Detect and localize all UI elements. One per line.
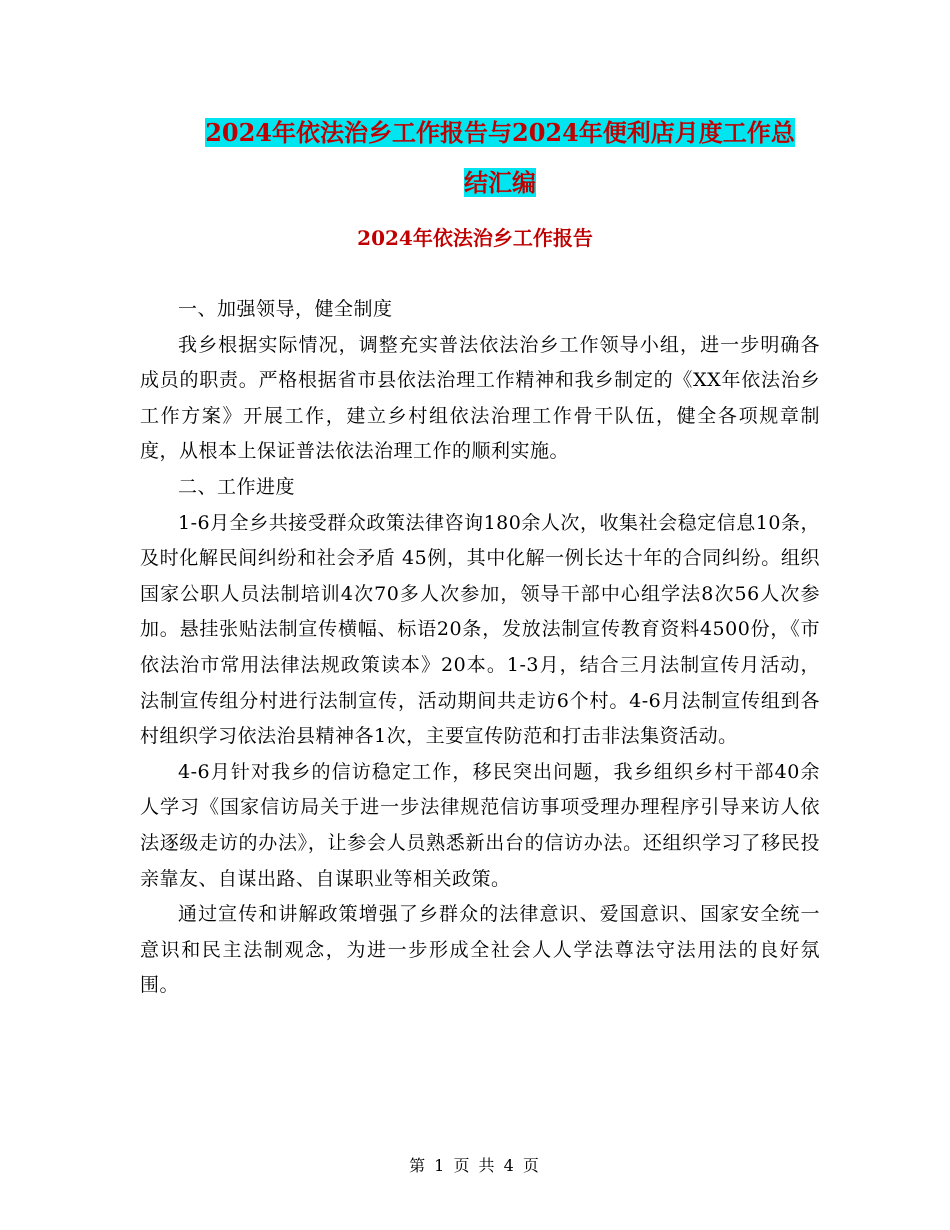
page-footer: 第 1 页 共 4 页 [409,1156,541,1175]
paragraph: 1-6月全乡共接受群众政策法律咨询180余人次，收集社会稳定信息10条，及时化解民间纠纷和社会矛盾 45例，其中化解一例长达十年的合同纠纷。组织国家公职人员法制培训4次70多人次参加，领导干部中心组学法8次56人次参加。悬挂张贴法制宣传横幅、标语20条，发放法制宣传教育资料4500份，《市依法治市常用法律法规政策读本》20本。1-3月，结合三月法制宣传月活动，法制宣传组分村进行法制宣传，活动期间共走访6个村。4-6月法制宣传组到各村组织学习依法治县精神各1次，主要宣传防范和打击非法集资活动。 [140,511,820,748]
paragraph: 通过宣传和讲解政策增强了乡群众的法律意识、爱国意识、国家安全统一意识和民主法制观念，为进一步形成全社会人人学法尊法守法用法的良好氛围。 [140,903,820,997]
paragraph: 4-6月针对我乡的信访稳定工作，移民突出问题，我乡组织乡村干部40余人学习《国家信访局关于进一步法律规范信访事项受理办理程序引导来访人依法逐级走访的办法》，让参会人员熟悉新出台的信访办法。还组织学习了移民投亲靠友、自谋出路、自谋职业等相关政策。 [140,760,820,890]
document-title-line-2: 结汇编 [464,168,536,197]
section-title: 2024年依法治乡工作报告 [357,226,593,250]
document-title-line-1: 2024年依法治乡工作报告与2024年便利店月度工作总 [205,118,795,147]
section-heading-2: 二、工作进度 [178,475,296,498]
body-text [140,292,820,1004]
section-heading-1: 一、加强领导，健全制度 [178,298,393,320]
document-title [120,108,880,208]
paragraph: 我乡根据实际情况，调整充实普法依法治乡工作领导小组，进一步明确各成员的职责。严格根据省市县依法治理工作精神和我乡制定的《XX年依法治乡工作方案》开展工作，建立乡村组依法治理工作骨干队伍，健全各项规章制度，从根本上保证普法依法治理工作的顺利实施。 [140,333,820,463]
